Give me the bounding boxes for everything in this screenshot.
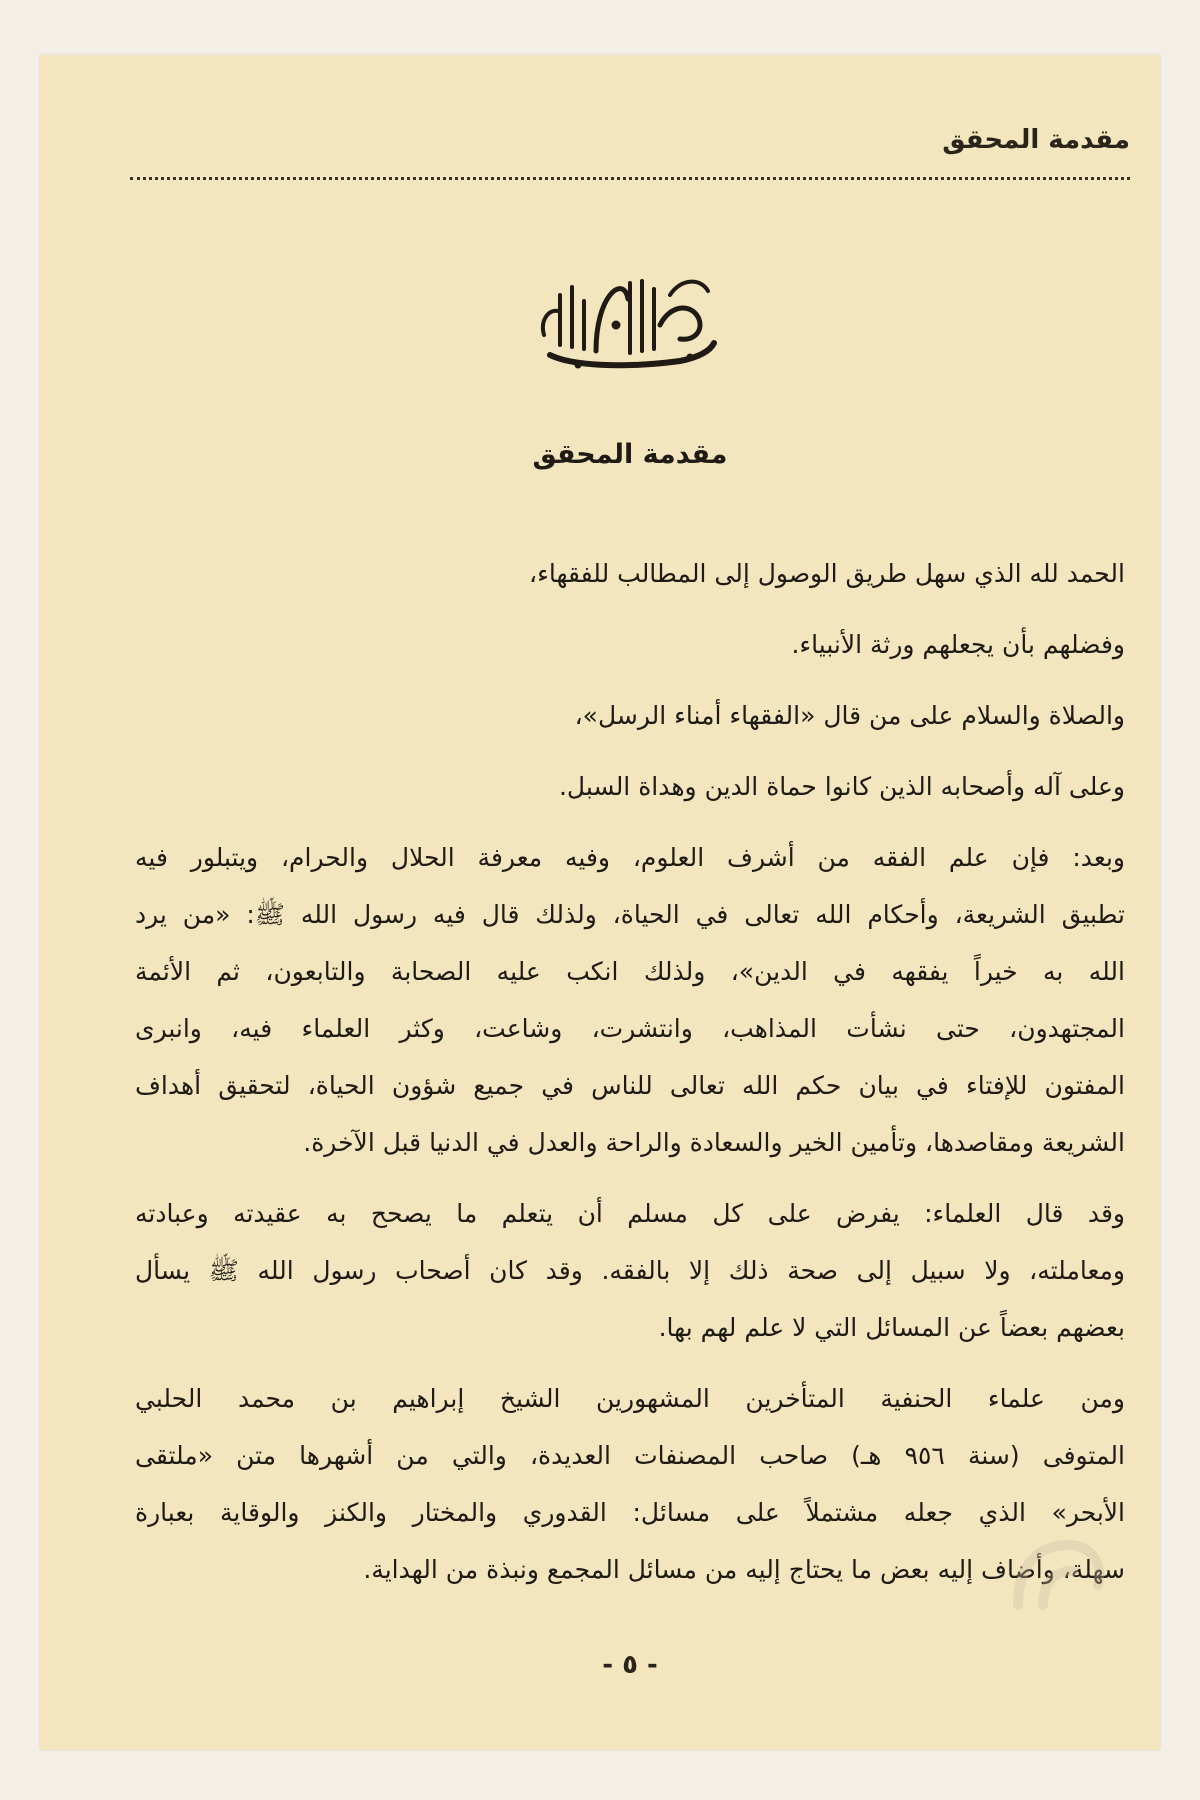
- paragraph-line: سهلة، وأضاف إليه بعض ما يحتاج إليه من مسائل المجمع ونبذة من الهداية.: [363, 1555, 1125, 1584]
- section-title: مقدمة المحقق: [532, 439, 728, 470]
- paragraph-line: وبعد: فإن علم الفقه من أشرف العلوم، وفيه معرفة الحلال والحرام، ويتبلور فيه: [135, 843, 1125, 872]
- basmala-calligraphy-icon: [530, 265, 730, 375]
- paragraph-line: ومن علماء الحنفية المتأخرين المشهورين الشيخ إبراهيم بن محمد الحلبي: [135, 1384, 1125, 1413]
- paragraph-line: الله به خيراً يفقهه في الدين»، ولذلك انكب عليه الصحابة والتابعون، ثم الأئمة: [135, 957, 1125, 986]
- paragraph: [135, 1370, 1125, 1598]
- paragraph-line: المفتون للإفتاء في بيان حكم الله تعالى للناس في جميع شؤون الحياة، لتحقيق أهداف: [135, 1071, 1125, 1100]
- opening-line: وعلى آله وأصحابه الذين كانوا حماة الدين وهداة السبل.: [558, 772, 1125, 801]
- main-text: [135, 545, 1125, 1598]
- paragraph-line: بعضهم بعضاً عن المسائل التي لا علم لهم بها.: [658, 1313, 1125, 1342]
- running-header: مقدمة المحقق: [942, 125, 1130, 155]
- paragraph: [135, 1185, 1125, 1356]
- paragraph-line: المجتهدون، حتى نشأت المذاهب، وانتشرت، وشاعت، وكثر العلماء فيه، وانبرى: [135, 1014, 1125, 1043]
- page-number: - ٥ -: [602, 1650, 658, 1680]
- book-page: [40, 55, 1160, 1750]
- paragraph-line: المتوفى (سنة ٩٥٦ هـ) صاحب المصنفات العديدة، والتي من أشهرها متن «ملتقى: [135, 1441, 1125, 1470]
- paragraph-line: الشريعة ومقاصدها، وتأمين الخير والسعادة والراحة والعدل في الدنيا قبل الآخرة.: [303, 1128, 1125, 1157]
- header-dotted-rule: [130, 177, 1130, 180]
- opening-line: الحمد لله الذي سهل طريق الوصول إلى المطالب للفقهاء،: [529, 559, 1125, 588]
- paragraph-line: الأبحر» الذي جعله مشتملاً على مسائل: القدوري والمختار والكنز والوقاية بعبارة: [135, 1498, 1125, 1527]
- paragraph-line: وقد قال العلماء: يفرض على كل مسلم أن يتعلم ما يصحح به عقيدته وعبادته: [135, 1199, 1125, 1228]
- paragraph-line: ومعاملته، ولا سبيل إلى صحة ذلك إلا بالفقه. وقد كان أصحاب رسول الله ﷺ يسأل: [135, 1256, 1125, 1285]
- opening-line: والصلاة والسلام على من قال «الفقهاء أمناء الرسل»،: [574, 701, 1125, 730]
- opening-line: وفضلهم بأن يجعلهم ورثة الأنبياء.: [791, 630, 1125, 659]
- watermark-logo-icon: [998, 1505, 1118, 1625]
- paragraph: [135, 829, 1125, 1171]
- paragraph-line: تطبيق الشريعة، وأحكام الله تعالى في الحياة، ولذلك قال فيه رسول الله ﷺ: «من يرد: [135, 900, 1125, 929]
